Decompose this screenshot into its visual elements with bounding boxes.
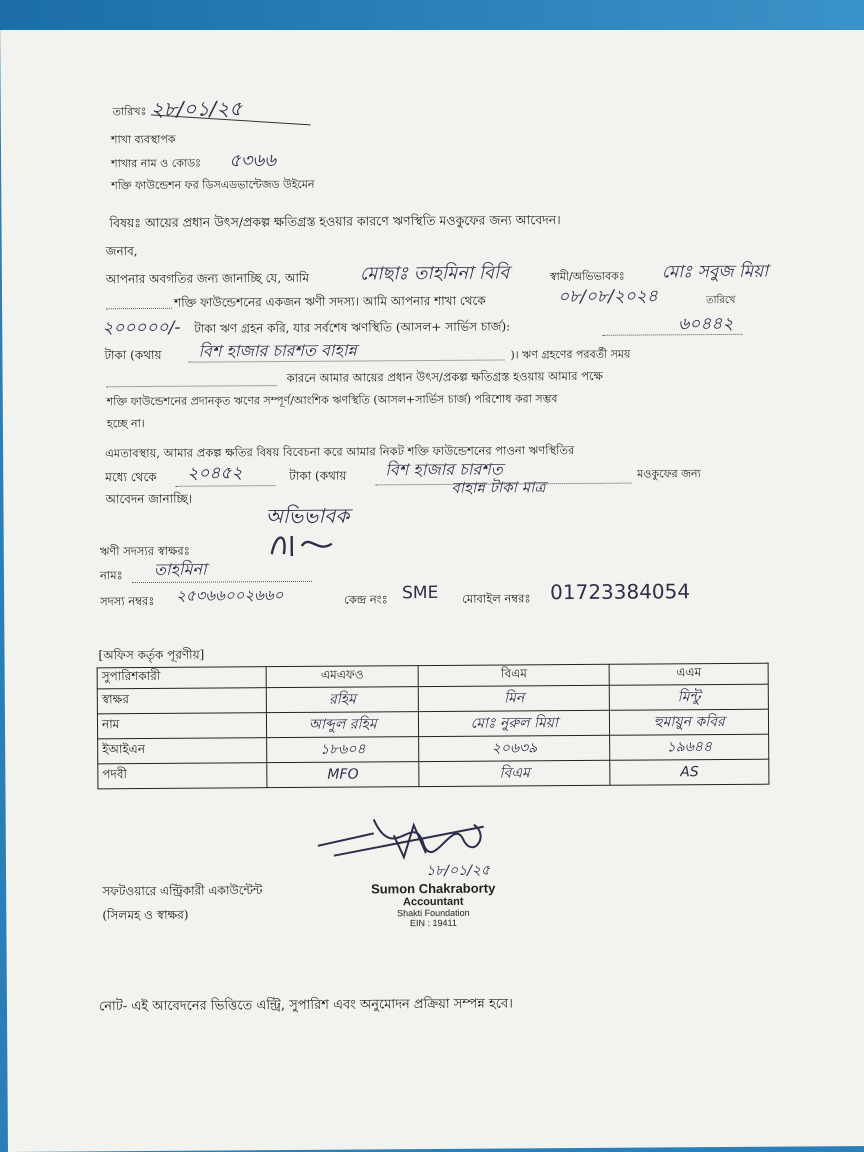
cell: ১৮৬০৪ [267, 737, 419, 763]
p1-line1: আপনার অবগতির জন্য জানাচ্ছি যে, আমি [105, 270, 310, 287]
p2-waive: মওকুফের জন্য [637, 467, 701, 481]
p1-line4: )। ঋণ গ্রহণের পরবর্তী সময় [510, 347, 631, 362]
cell: ১৯৬৪৪ [610, 734, 769, 760]
date-suffix: তারিখে [706, 294, 736, 307]
balance-words: বিশ হাজার চারশত বাহান্ন [198, 340, 357, 361]
to-line-3: শক্তি ফাউন্ডেশন ফর ডিসএডভান্টেজড উইমেন [111, 177, 315, 193]
cell: হুমায়ুন কবির [610, 709, 769, 735]
accountant-label: সফটওয়ারে এন্ট্রিকারী একাউন্টেন্ট [102, 883, 263, 899]
applicant-name: মোছাঃ তাহমিনা বিবি [359, 262, 510, 285]
member-name-label: নামঃ [99, 568, 123, 583]
mobile-value: 01723384054 [550, 579, 691, 605]
to-line-1: শাখা ব্যবস্থাপক [110, 132, 176, 147]
cell: বিএম [419, 760, 610, 786]
cell: মিন [418, 685, 609, 711]
table-row [98, 759, 769, 789]
row-label: নাম [97, 713, 266, 739]
p1-line7: হচ্ছে না। [106, 416, 145, 431]
waive-words-2: বাহান্ন টাকা মাত্র [451, 478, 546, 497]
cell: আব্দুল রহিম [266, 712, 418, 738]
accountant-stamp [358, 880, 508, 928]
header-mfo: এমএফও [266, 666, 418, 688]
p2-from: মধ্যে থেকে [105, 469, 157, 485]
office-fill-label: [অফিস কর্তৃক পূরণীয়] [98, 647, 205, 663]
cell: মিন্টু [610, 684, 769, 710]
p1-line5: কারনে আমার আয়ের প্রধান উৎস/প্রকল্প ক্ষতিগ্রস্ত হওয়ায় আমার পক্ষে [286, 368, 604, 386]
p2-line1: এমতাবস্থায়, আমার প্রকল্প ক্ষতির বিষয় বিবেচনা করে আমার নিকট শক্তি ফাউন্ডেশনের পাওনা ঋণস্থিতির [105, 443, 575, 461]
mobile-label: মোবাইল নম্বরঃ [462, 591, 531, 606]
p1-line3: টাকা ঋণ গ্রহন করি, যার সর্বশেষ ঋণস্থিতি (আসল+ সার্ভিস চার্জ): [194, 319, 511, 336]
waive-words: বিশ হাজার চারশত [385, 459, 503, 480]
date-value: ২৮/০১/২৫ [150, 96, 243, 121]
kendra-label: কেন্দ্র নংঃ [344, 592, 388, 607]
waive-amount: ২০৪৫২ [187, 463, 243, 484]
balance-amount: ৬০৪৪২ [678, 313, 734, 335]
cell: মোঃ নুরুল মিয়া [419, 710, 610, 736]
p2-words-label: টাকা (কথায় [289, 468, 347, 483]
guardian-name: মোঃ সবুজ মিয়া [661, 261, 769, 283]
member-no-label: সদস্য নম্বরঃ [100, 593, 155, 609]
header-bm: বিএম [418, 664, 609, 686]
cell: ২০৬৩৯ [419, 735, 610, 761]
subject: বিষয়ঃ আয়ের প্রধান উৎস/প্রকল্প ক্ষতিগ্রস্ত হওয়ার কারণে ঋণস্থিতি মওকুফের জন্য আবেদন। [109, 212, 561, 231]
cell: রহিম [266, 687, 418, 713]
cell: AS [610, 759, 769, 785]
date-label: তারিখঃ [112, 104, 147, 119]
kendra-value: SME [402, 582, 439, 604]
loan-amount: ২০০০০০/- [102, 317, 181, 339]
stamp-name: Sumon Chakraborty [370, 880, 496, 897]
guardian-sign: অভিভাবক [265, 503, 350, 529]
row-label: স্বাক্ষর [97, 688, 266, 714]
member-name-value: তাহমিনা [153, 559, 207, 579]
words-label: টাকা (কথায় [104, 347, 162, 363]
branch-code: ৫৩৬৬ [228, 150, 276, 172]
row-label: ইআইএন [98, 738, 267, 764]
accountant-label-2: (সিলমহ ও স্বাক্ষর) [102, 907, 189, 923]
document-page [0, 2, 864, 1152]
header-am: এএম [609, 663, 768, 685]
p1-line2: শক্তি ফাউন্ডেশনের একজন ঋণী সদস্য। আমি আপনার শাখা থেকে [174, 293, 486, 310]
stamp-ein: EIN : 19411 [409, 917, 457, 929]
footer-note: নোট- এই আবেদনের ভিত্তিতে এন্ট্রি, সুপারিশ এবং অনুমোদন প্রক্রিয়া সম্পন্ন হবে। [98, 996, 513, 1015]
stamp-org: Shakti Foundation [397, 907, 470, 919]
table-corner: সুপারিশকারী [97, 667, 266, 689]
p1-line6: শক্তি ফাউন্ডেশনের প্রদানকৃত ঋণের সম্পূর্ণ/আংশিক ঋণস্থিতি (আসল+সার্ভিস চার্জ) পরিশোধ করা সম্ভব [106, 392, 558, 409]
salutation: জনাব, [105, 244, 138, 259]
guardian-label: স্বামী/অভিভাবকঃ [549, 269, 625, 284]
member-sign-label: ঋণী সদস্যর স্বাক্ষরঃ [99, 543, 190, 559]
loan-date: ০৮/০৮/২০২৪ [557, 286, 658, 308]
member-signature [262, 524, 342, 565]
member-no-value: ২৫৩৬৬০০২৬৬০ [176, 586, 284, 605]
accountant-sign-date: ১৮/০১/২৫ [425, 862, 491, 880]
background-edge [0, 0, 864, 30]
recommendation-table [97, 663, 770, 790]
stamp-title: Accountant [402, 895, 464, 909]
cell: MFO [267, 762, 419, 788]
p2-line2: আবেদন জানাচ্ছি। [105, 491, 193, 507]
row-label: পদবী [98, 763, 267, 789]
to-line-2-label: শাখার নাম ও কোডঃ [111, 156, 202, 171]
